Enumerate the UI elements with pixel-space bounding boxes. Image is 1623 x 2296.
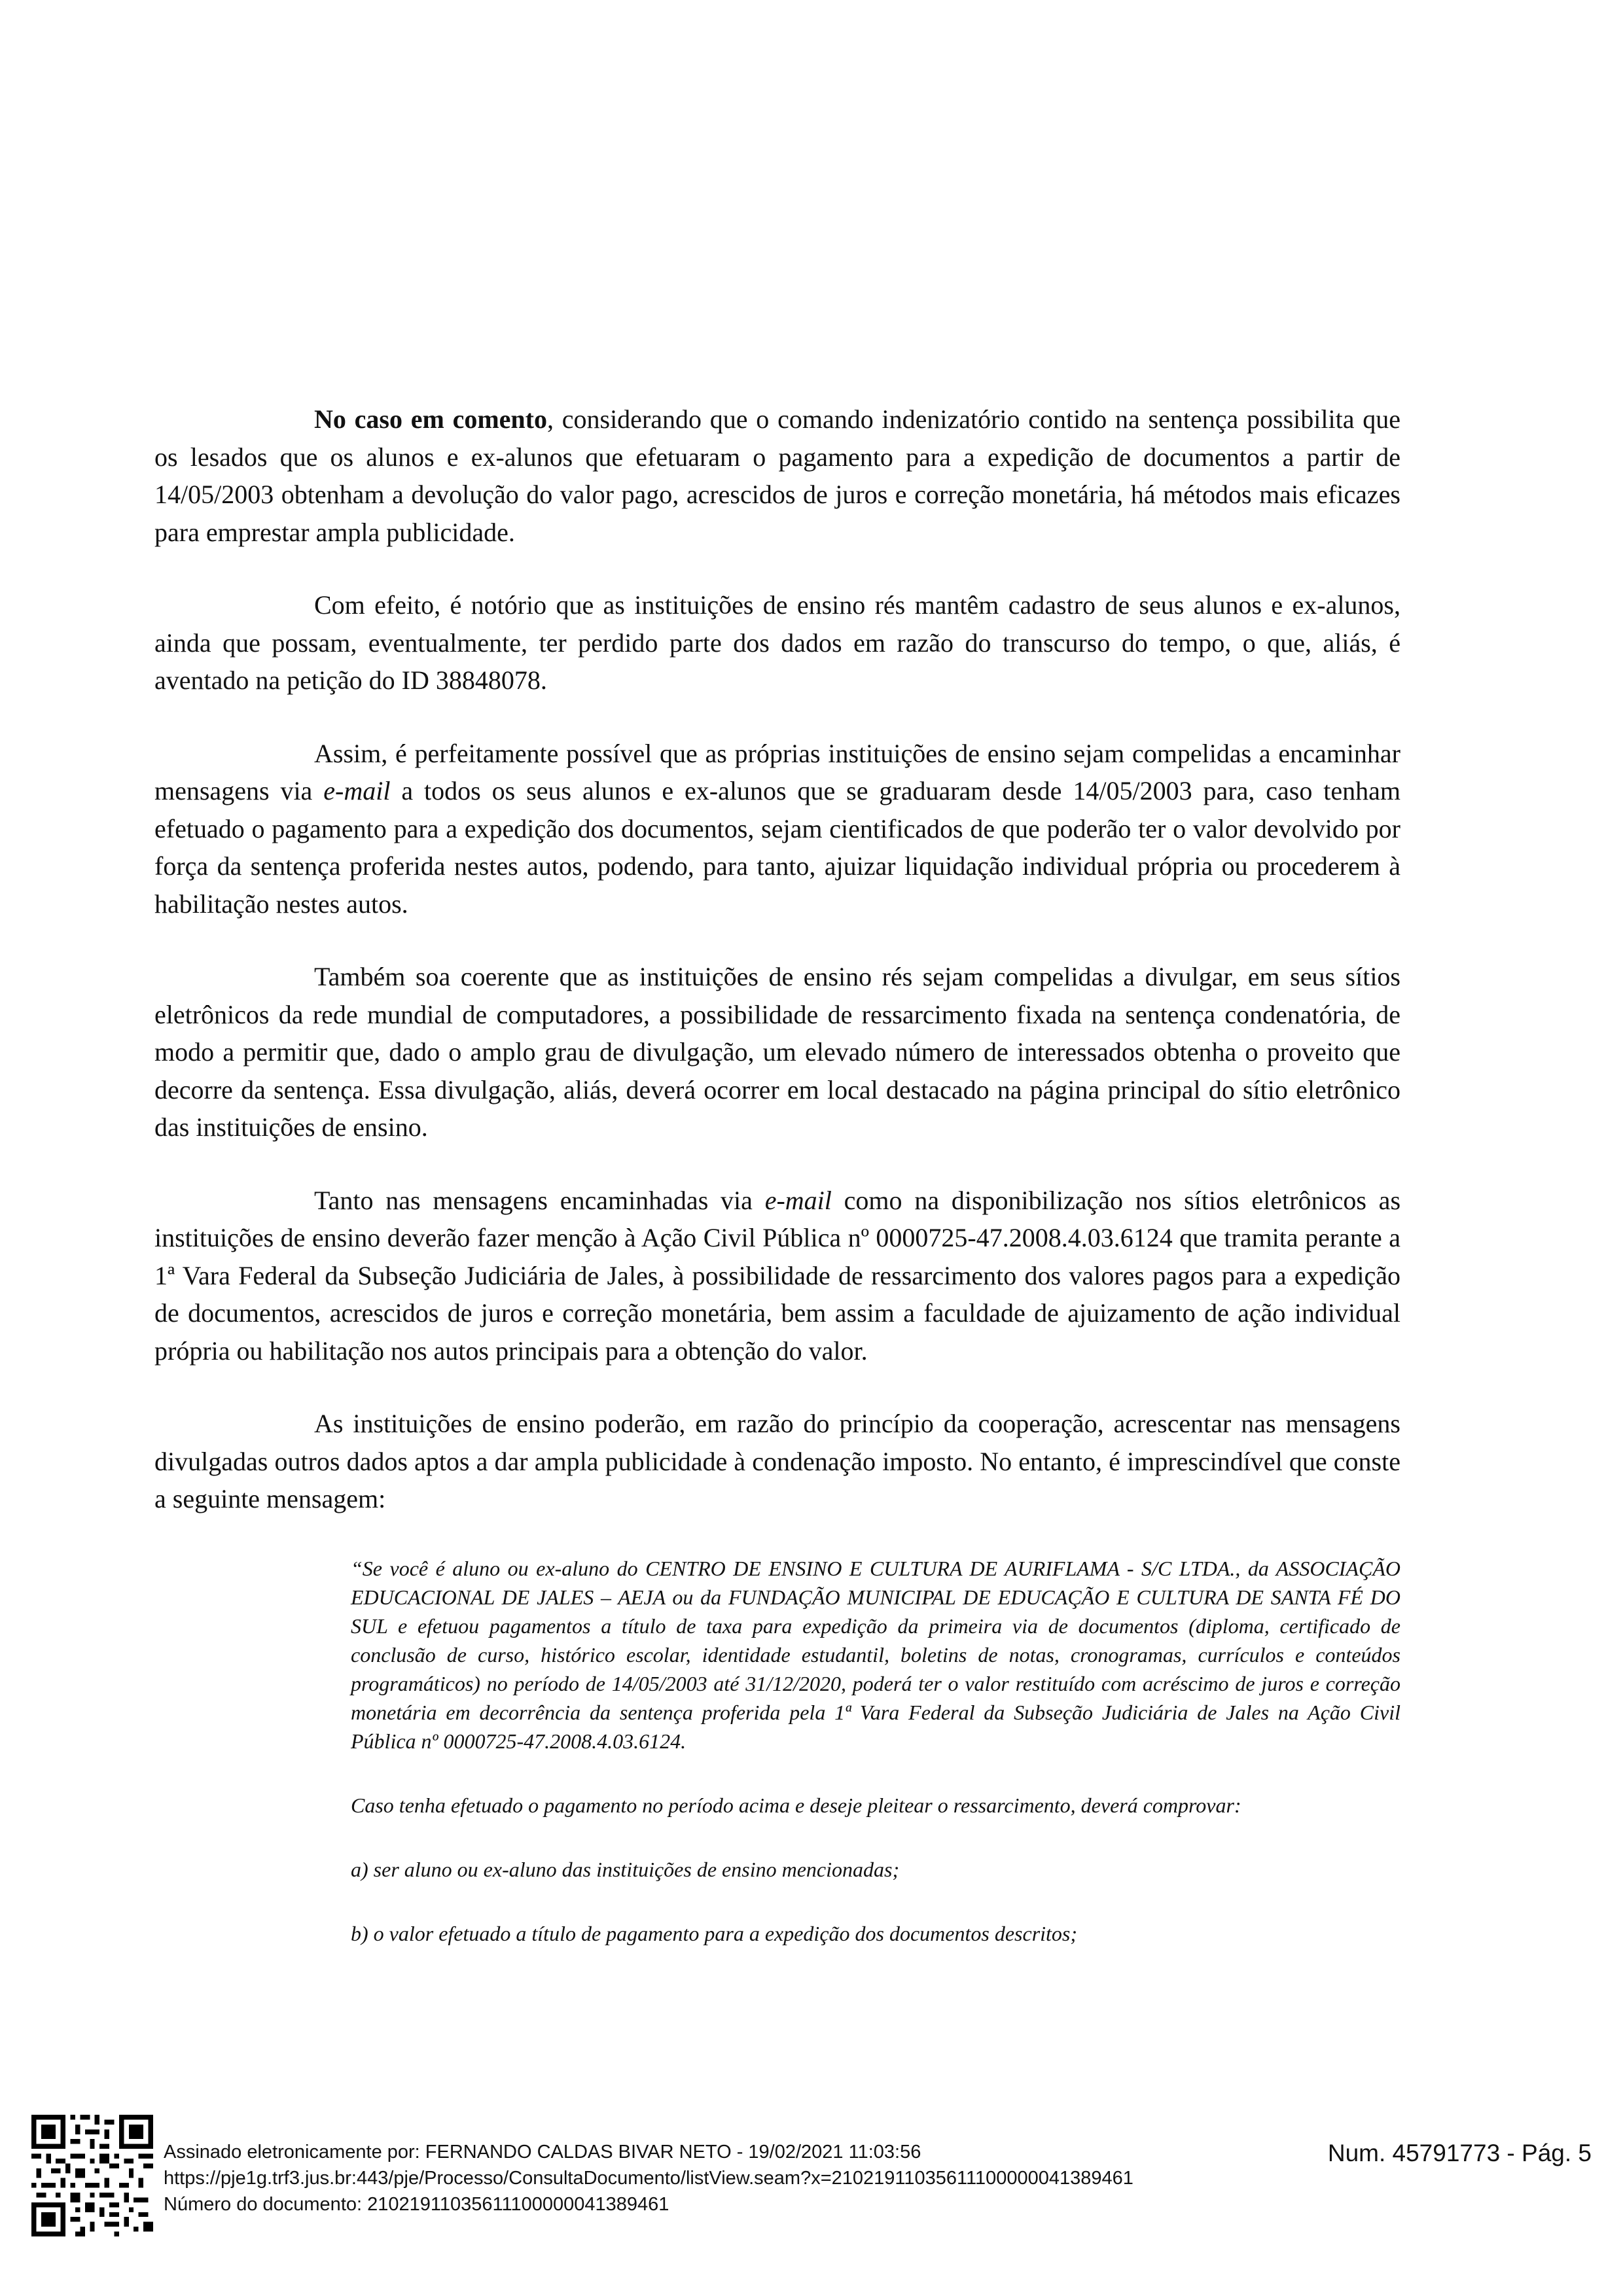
paragraph-5 (154, 1182, 1400, 1370)
paragraph-3-text-b: a todos os seus alunos e ex-alunos que se graduaram desde 14/05/2003 para, caso tenham efetuado o pagamento para a expedição dos documentos, sejam cientificados de que poderão ter o valor devolvido por força da sentença proferida nestes autos, podendo, para tanto, ajuizar liquidação individual própria ou procederem à habilitação nestes autos. (154, 776, 1401, 919)
quote-paragraph-1: “Se você é aluno ou ex-aluno do CENTRO DE ENSINO E CULTURA DE AURIFLAMA - S/C LTDA., da ASSOCIAÇÃO EDUCACIONAL DE JALES – AEJA ou da FUNDAÇÃO MUNICIPAL DE EDUCAÇÃO E CULTURA DE SANTA FÉ DO SUL e efetuou pagamentos a título de taxa para expedição da primeira via de documentos (diploma, certificado de conclusão de curso, histórico escolar, identidade estudantil, boletins de notas, cronogramas, currículos e conteúdos programáticos) no período de 14/05/2003 até 31/12/2020, poderá ter o valor restituído com acréscimo de juros e correção monetária em decorrência da sentença proferida pela 1ª Vara Federal da Subseção Judiciária de Jales na Ação Civil Pública nº 0000725-47.2008.4.03.6124. (351, 1556, 1400, 1753)
paragraph-6: As instituições de ensino poderão, em razão do princípio da cooperação, acrescentar nas mensagens divulgadas outros dados aptos a dar ampla publicidade à condenação imposto. No entanto, é imprescindível que conste a seguinte mensagem: (154, 1409, 1400, 1513)
paragraph-1 (154, 400, 1400, 551)
document-number-line: Número do documento: 21021911035611100000041389461 (164, 2194, 669, 2215)
paragraph-1-lead: No caso em comento (314, 404, 547, 434)
paragraph-5-text-a: Tanto nas mensagens encaminhadas via (314, 1185, 765, 1215)
paragraph-3-email: e-mail (323, 776, 391, 805)
document-url-line: https://pje1g.trf3.jus.br:443/pje/Processo/ConsultaDocumento/listView.seam?x=21021911035611100000041389461 (164, 2168, 1133, 2189)
paragraph-4: Também soa coerente que as instituições de ensino rés sejam compelidas a divulgar, em seus sítios eletrônicos da rede mundial de computadores, a possibilidade de ressarcimento fixada na sentença condenatória, de modo a permitir que, dado o amplo grau de divulgação, um elevado número de interessados obtenha o proveito que decorre da sentença. Essa divulgação, aliás, deverá ocorrer em local destacado na página principal do sítio eletrônico das instituições de ensino. (154, 962, 1400, 1142)
quote-item-b: b) o valor efetuado a título de pagamento para a expedição dos documentos descritos; (351, 1921, 1078, 1945)
document-body (154, 400, 1400, 1948)
signature-info (164, 2139, 1133, 2217)
quote-item-a: a) ser aluno ou ex-aluno das instituições de ensino mencionadas; (351, 1857, 900, 1881)
qr-code-icon (31, 2115, 153, 2236)
signed-by-line: Assinado eletronicamente por: FERNANDO CALDAS BIVAR NETO - 19/02/2021 11:03:56 (164, 2142, 921, 2163)
quote-paragraph-2: Caso tenha efetuado o pagamento no período acima e deseje pleitear o ressarcimento, deverá comprovar: (351, 1793, 1241, 1817)
signature-footer (0, 2115, 1623, 2296)
paragraph-3-text-a: Assim, é perfeitamente possível que as próprias instituições de ensino sejam compelidas a encaminhar mensagens via (154, 738, 1400, 805)
paragraph-5-text-b: como na disponibilização nos sítios eletrônicos as instituições de ensino deverão fazer menção à Ação Civil Pública nº 0000725-47.2008.4.03.6124 que tramita perante a 1ª Vara Federal da Subseção Judiciária de Jales, à possibilidade de ressarcimento dos valores pagos para a expedição de documentos, acrescidos de juros e correção monetária, bem assim a faculdade de ajuizamento de ação individual própria ou habilitação nos autos principais para a obtenção do valor. (154, 1185, 1401, 1366)
paragraph-2: Com efeito, é notório que as instituições de ensino rés mantêm cadastro de seus alunos e ex-alunos, ainda que possam, eventualmente, ter perdido parte dos dados em razão do transcurso do tempo, o que, aliás, é aventado na petição do ID 38848078. (154, 590, 1400, 695)
page-reference: Num. 45791773 - Pág. 5 (1327, 2140, 1592, 2166)
paragraph-5-email: e-mail (764, 1185, 832, 1215)
quoted-message (351, 1554, 1400, 1948)
paragraph-3 (154, 735, 1400, 923)
paragraph-1-text: , considerando que o comando indenizatório contido na sentença possibilita que os lesados que os alunos e ex-alunos que efetuaram o pagamento para a expedição de documentos a partir de 14/05/2003 obtenham a devolução do valor pago, acrescidos de juros e correção monetária, há métodos mais eficazes para emprestar ampla publicidade. (154, 404, 1400, 547)
